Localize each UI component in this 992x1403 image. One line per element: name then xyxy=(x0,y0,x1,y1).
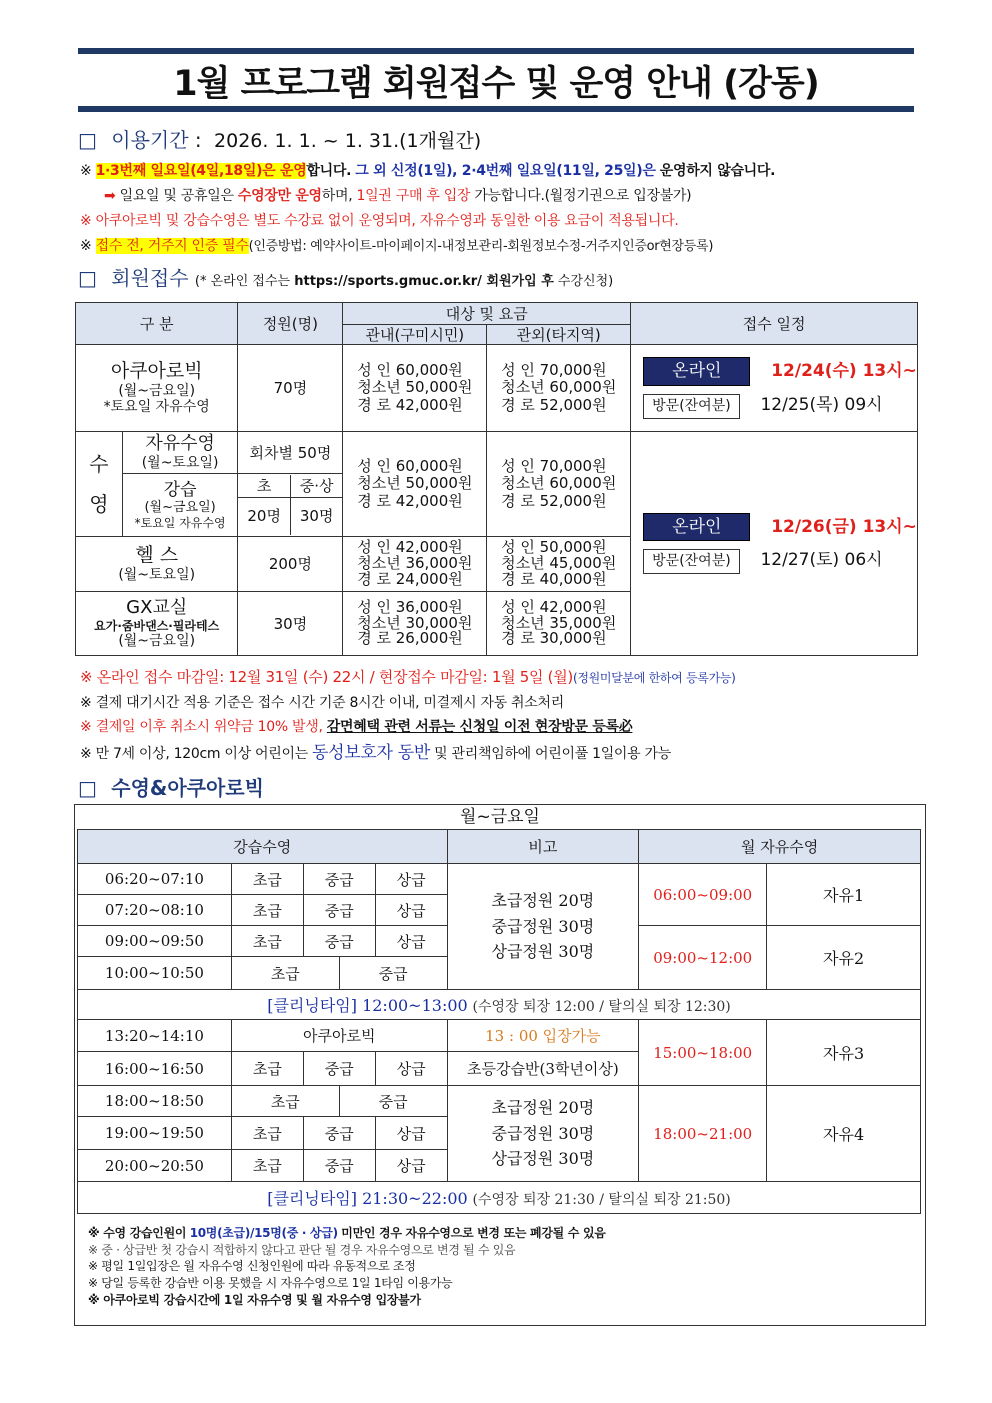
arrow-icon: ➡ xyxy=(104,188,116,204)
note-deadline-a: ※ 온라인 접수 마감일: 12월 31일 (수) 22시 / 현장접수 마감일: 1월 5일 (월) xyxy=(80,668,573,686)
free-swim-category xyxy=(122,432,238,474)
note-capacity-1 xyxy=(447,864,639,990)
note-child-b: 동성보호자 동반 xyxy=(312,743,431,763)
time-slot: 18:00~18:50 xyxy=(78,1086,232,1117)
membership-sub-a: (* 온라인 접수는 xyxy=(194,274,291,289)
cleaning-time-1 xyxy=(78,990,921,1020)
gx-days: (월~금요일) xyxy=(118,633,196,650)
lesson-cap-header-2: 중·상 xyxy=(290,475,342,497)
schedule-2 xyxy=(631,432,918,656)
header-local: 관내(구미시민) xyxy=(343,325,487,345)
swim-outside-fee xyxy=(487,432,631,537)
footnote-2: ※ 중 · 상급반 첫 강습시 적합하지 않다고 판단 될 경우 자유수영으로 변경 될 수 있음 xyxy=(88,1243,516,1257)
period-value: 2026. 1. 1. ~ 1. 31.(1개월간) xyxy=(214,130,482,152)
free-slot-1: 자유1 xyxy=(767,864,921,926)
level-advanced: 상급 xyxy=(375,926,447,957)
note-aqua-fee: ※ 아쿠아로빅 및 강습수영은 별도 수강료 없이 운영되며, 자유수영과 동일한 이용 요금이 적용됩니다. xyxy=(80,213,679,229)
level-advanced: 상급 xyxy=(375,1150,447,1182)
note-holiday xyxy=(104,185,691,205)
fee-line: 경 로 52,000원 xyxy=(501,491,607,510)
lesson-name: 강습 xyxy=(163,479,197,500)
kids-class: 초등강습반(3학년이상) xyxy=(447,1052,639,1086)
level-intermediate: 중급 xyxy=(303,864,375,895)
gx-outside-fee xyxy=(487,592,631,656)
fee-line: 청소년 36,000원 xyxy=(357,554,473,572)
note-cancel-b: 감면혜택 관련 서류는 신청일 이전 현장방문 등록必 xyxy=(326,719,633,735)
schedule-top: 월~금요일 xyxy=(460,807,540,827)
fee-line: 성 인 36,000원 xyxy=(357,597,463,616)
level-intermediate: 중급 xyxy=(303,1117,375,1150)
level-beginner: 초급 xyxy=(231,926,303,957)
header-note: 비고 xyxy=(447,830,639,864)
health-local-fee xyxy=(343,537,487,592)
note-cancel-a: ※ 결제일 이후 취소시 위약금 10% 발생, xyxy=(80,719,323,735)
fee-line: 청소년 60,000원 xyxy=(501,474,617,493)
gx-local-fee xyxy=(343,592,487,656)
note-holiday-a: 일요일 및 공휴일은 xyxy=(119,188,234,204)
time-slot: 09:00~09:50 xyxy=(78,926,232,957)
gx-sub: 요가·줌바댄스·필라테스 xyxy=(94,618,220,633)
footnote-1-a: ※ 수영 강습인원이 xyxy=(88,1226,187,1240)
fee-line: 청소년 30,000원 xyxy=(357,613,473,632)
note-child-a: ※ 만 7세 이상, 120cm 이상 어린이는 xyxy=(80,746,308,762)
lesson-capacity xyxy=(238,474,343,537)
schedule-table xyxy=(77,829,921,1214)
health-name: 헬 스 xyxy=(135,544,179,567)
note-residence xyxy=(80,235,713,255)
membership-box: □ xyxy=(78,266,97,290)
aqua-name: 아쿠아로빅 xyxy=(110,359,203,382)
level-advanced: 상급 xyxy=(375,1052,447,1086)
swim-label-2: 영 xyxy=(89,492,109,516)
fee-line: 청소년 60,000원 xyxy=(501,378,617,397)
fee-line: 청소년 50,000원 xyxy=(357,474,473,493)
lesson-extra: *토요일 자유수영 xyxy=(134,515,226,530)
period-heading: □ 이용기간 : 2026. 1. 1. ~ 1. 31.(1개월간) xyxy=(78,128,482,152)
header-schedule: 접수 일정 xyxy=(631,303,918,345)
page-title: 1월 프로그램 회원접수 및 운영 안내 (강동) xyxy=(173,64,819,104)
online-date: 12/24(수) 13시~ xyxy=(771,361,917,382)
note-residence-method: (인증방법: 예약사이트-마이페이지-내정보관리-회원정보수정-거주지인증or현장등록) xyxy=(248,239,714,254)
level-beginner: 초급 xyxy=(231,895,303,926)
fee-line: 경 로 42,000원 xyxy=(357,395,463,414)
note-sunday-closed: 그 외 신정(1일), 2·4번째 일요일(11일, 25일)은 xyxy=(355,163,656,179)
note-child xyxy=(80,738,671,763)
note-sunday-open: 1·3번째 일요일(4일,18일)은 운영 xyxy=(95,163,307,179)
fee-line: 청소년 50,000원 xyxy=(357,378,473,397)
footnote-3: ※ 평일 1일입장은 월 자유수영 신청인원에 따라 유동적으로 조정 xyxy=(88,1259,416,1273)
gx-name: GX교실 xyxy=(126,597,188,619)
fee-line: 경 로 26,000원 xyxy=(357,629,463,648)
free-swim-name: 자유수영 xyxy=(145,433,215,455)
fee-table xyxy=(75,302,918,656)
aqua-category xyxy=(76,345,238,432)
note-sunday xyxy=(80,160,775,180)
free-swim-capacity: 회차별 50명 xyxy=(238,432,343,474)
level-intermediate: 중급 xyxy=(339,957,447,990)
note-holiday-d: 1일권 구매 후 입장 xyxy=(356,188,471,204)
note-cancel xyxy=(80,716,632,736)
fee-line: 성 인 42,000원 xyxy=(357,538,463,557)
fee-line: 성 인 70,000원 xyxy=(501,457,607,476)
health-days: (월~토요일) xyxy=(118,567,196,583)
capacity-line: 초급정원 20명 xyxy=(491,891,595,911)
health-capacity: 200명 xyxy=(238,537,343,592)
note-payment: ※ 결제 대기시간 적용 기준은 접수 시간 기준 8시간 이내, 미결제시 자동 취소처리 xyxy=(80,695,564,711)
fee-line: 청소년 35,000원 xyxy=(501,613,617,632)
level-intermediate: 중급 xyxy=(303,1150,375,1182)
period-box: □ xyxy=(78,128,97,152)
visit-badge: 방문(잔여분) xyxy=(643,549,740,574)
free-slot-4: 자유4 xyxy=(767,1086,921,1182)
note-sunday-closed-text: 운영하지 않습니다. xyxy=(659,163,776,179)
cleaning-time-1-label: [클리닝타임] 12:00~13:00 xyxy=(267,996,468,1015)
header-target-fee: 대상 및 요금 xyxy=(343,303,631,325)
lesson-cap-header-1: 초 xyxy=(238,475,290,497)
title-block xyxy=(78,48,914,112)
free-time-3: 15:00~18:00 xyxy=(639,1020,767,1086)
fee-line: 성 인 60,000원 xyxy=(357,457,463,476)
free-time-2: 09:00~12:00 xyxy=(639,926,767,990)
level-intermediate: 중급 xyxy=(303,1052,375,1086)
membership-sub-b: 수강신청) xyxy=(557,274,614,289)
time-slot: 13:20~14:10 xyxy=(78,1020,232,1052)
capacity-line: 초급정원 20명 xyxy=(491,1098,595,1118)
membership-url[interactable]: https://sports.gmuc.or.kr/ 회원가입 후 xyxy=(294,274,554,289)
level-beginner: 초급 xyxy=(231,1052,303,1086)
visit-date: 12/27(토) 06시 xyxy=(760,550,883,571)
header-free: 월 자유수영 xyxy=(639,830,921,864)
swim-heading xyxy=(78,772,264,801)
note-holiday-c: 하며, xyxy=(321,188,353,204)
swim-box: □ xyxy=(78,776,97,800)
lesson-cap-value-1: 20명 xyxy=(238,497,290,535)
fee-line: 경 로 52,000원 xyxy=(501,395,607,414)
footnote-1-c: 미만인 경우 자유수영으로 변경 또는 폐강될 수 있음 xyxy=(341,1226,606,1240)
swim-label xyxy=(76,432,123,537)
period-label: 이용기간 xyxy=(111,128,189,152)
swim-local-fee xyxy=(343,432,487,537)
note-mark: ※ xyxy=(80,163,92,179)
cleaning-time-2 xyxy=(78,1182,921,1214)
free-time-4: 18:00~21:00 xyxy=(639,1086,767,1182)
title-top-bar xyxy=(78,48,914,54)
level-intermediate: 중급 xyxy=(303,895,375,926)
level-beginner: 초급 xyxy=(231,1150,303,1182)
fee-line: 경 로 24,000원 xyxy=(357,569,463,588)
free-slot-3: 자유3 xyxy=(767,1020,921,1086)
aqua-local-fee xyxy=(343,345,487,432)
level-advanced: 상급 xyxy=(375,864,447,895)
time-slot: 16:00~16:50 xyxy=(78,1052,232,1086)
time-slot: 20:00~20:50 xyxy=(78,1150,232,1182)
fee-line: 경 로 40,000원 xyxy=(501,569,607,588)
header-capacity: 정원(명) xyxy=(238,303,343,345)
aqua-class: 아쿠아로빅 xyxy=(231,1020,447,1052)
fee-line: 성 인 60,000원 xyxy=(357,361,463,380)
level-intermediate: 중급 xyxy=(303,926,375,957)
health-outside-fee xyxy=(487,537,631,592)
footnote-1-b: 10명(초급)/15명(중 · 상급) xyxy=(189,1226,338,1240)
visit-badge: 방문(잔여분) xyxy=(643,394,740,419)
gx-category xyxy=(76,592,238,656)
capacity-line: 상급정원 30명 xyxy=(491,942,595,962)
online-badge: 온라인 xyxy=(643,513,750,541)
capacity-line: 중급정원 30명 xyxy=(491,916,595,936)
fee-line: 성 인 42,000원 xyxy=(501,597,607,616)
title-bottom-bar xyxy=(78,106,914,112)
schedule-1 xyxy=(631,345,918,432)
header-lesson: 강습수영 xyxy=(78,830,448,864)
note-mark: ※ xyxy=(80,238,92,254)
lesson-days: (월~금요일) xyxy=(144,500,216,516)
lesson-category xyxy=(122,474,238,537)
fee-line: 성 인 50,000원 xyxy=(501,538,607,557)
note-holiday-b: 수영장만 운영 xyxy=(237,188,322,204)
membership-label: 회원접수 xyxy=(111,266,189,290)
time-slot: 06:20~07:10 xyxy=(78,864,232,895)
note-residence-required: 접수 전, 거주지 인증 필수 xyxy=(95,238,249,254)
level-advanced: 상급 xyxy=(375,1117,447,1150)
level-beginner: 초급 xyxy=(231,864,303,895)
free-slot-2: 자유2 xyxy=(767,926,921,990)
level-beginner: 초급 xyxy=(231,957,339,990)
cleaning-time-2-detail: (수영장 퇴장 21:30 / 탈의실 퇴장 21:50) xyxy=(472,1192,731,1208)
swim-label-heading: 수영&아쿠아로빅 xyxy=(111,776,264,800)
aqua-entry-note: 13 : 00 입장가능 xyxy=(447,1020,639,1052)
header-category: 구 분 xyxy=(76,303,238,345)
gx-capacity: 30명 xyxy=(238,592,343,656)
cleaning-time-2-label: [클리닝타임] 21:30~22:00 xyxy=(267,1189,468,1208)
free-swim-days: (월~토요일) xyxy=(141,454,219,471)
note-sunday-text: 합니다. xyxy=(306,163,352,179)
note-deadline-b: (정원미달분에 한하여 등록가능) xyxy=(572,671,736,685)
fee-line: 경 로 30,000원 xyxy=(501,629,607,648)
cleaning-time-1-detail: (수영장 퇴장 12:00 / 탈의실 퇴장 12:30) xyxy=(472,999,731,1015)
aqua-extra: *토요일 자유수영 xyxy=(103,399,210,416)
fee-line: 성 인 70,000원 xyxy=(501,361,607,380)
note-deadline xyxy=(80,666,736,687)
aqua-capacity: 70명 xyxy=(238,345,343,432)
note-capacity-2 xyxy=(447,1086,639,1182)
time-slot: 19:00~19:50 xyxy=(78,1117,232,1150)
level-intermediate: 중급 xyxy=(339,1086,447,1117)
note-holiday-e: 가능합니다.(월정기권으로 입장불가) xyxy=(474,188,692,204)
health-category xyxy=(76,537,238,592)
online-badge: 온라인 xyxy=(643,357,750,385)
capacity-line: 상급정원 30명 xyxy=(491,1149,595,1169)
aqua-outside-fee xyxy=(487,345,631,432)
free-time-1: 06:00~09:00 xyxy=(639,864,767,926)
visit-date: 12/25(목) 09시 xyxy=(760,394,883,415)
footnote-1 xyxy=(88,1224,606,1241)
online-date: 12/26(금) 13시~ xyxy=(771,516,917,537)
membership-heading xyxy=(78,262,613,291)
lesson-cap-value-2: 30명 xyxy=(299,507,334,526)
level-beginner: 초급 xyxy=(231,1086,339,1117)
fee-line: 청소년 45,000원 xyxy=(501,554,617,572)
time-slot: 10:00~10:50 xyxy=(78,957,232,990)
time-slot: 07:20~08:10 xyxy=(78,895,232,926)
aqua-days: (월~금요일) xyxy=(118,382,196,399)
capacity-line: 중급정원 30명 xyxy=(491,1123,595,1143)
level-beginner: 초급 xyxy=(231,1117,303,1150)
footnote-4: ※ 당일 등록한 강습반 이용 못했을 시 자유수영으로 1일 1타임 이용가능 xyxy=(88,1276,453,1290)
fee-line: 경 로 42,000원 xyxy=(357,491,463,510)
swim-label-1: 수 xyxy=(89,452,109,476)
header-outside: 관외(타지역) xyxy=(487,325,631,345)
footnote-5: ※ 아쿠아로빅 강습시간에 1일 자유수영 및 월 자유수영 입장불가 xyxy=(88,1293,421,1307)
note-child-c: 및 관리책임하에 어린이풀 1일이용 가능 xyxy=(434,746,671,762)
level-advanced: 상급 xyxy=(375,895,447,926)
